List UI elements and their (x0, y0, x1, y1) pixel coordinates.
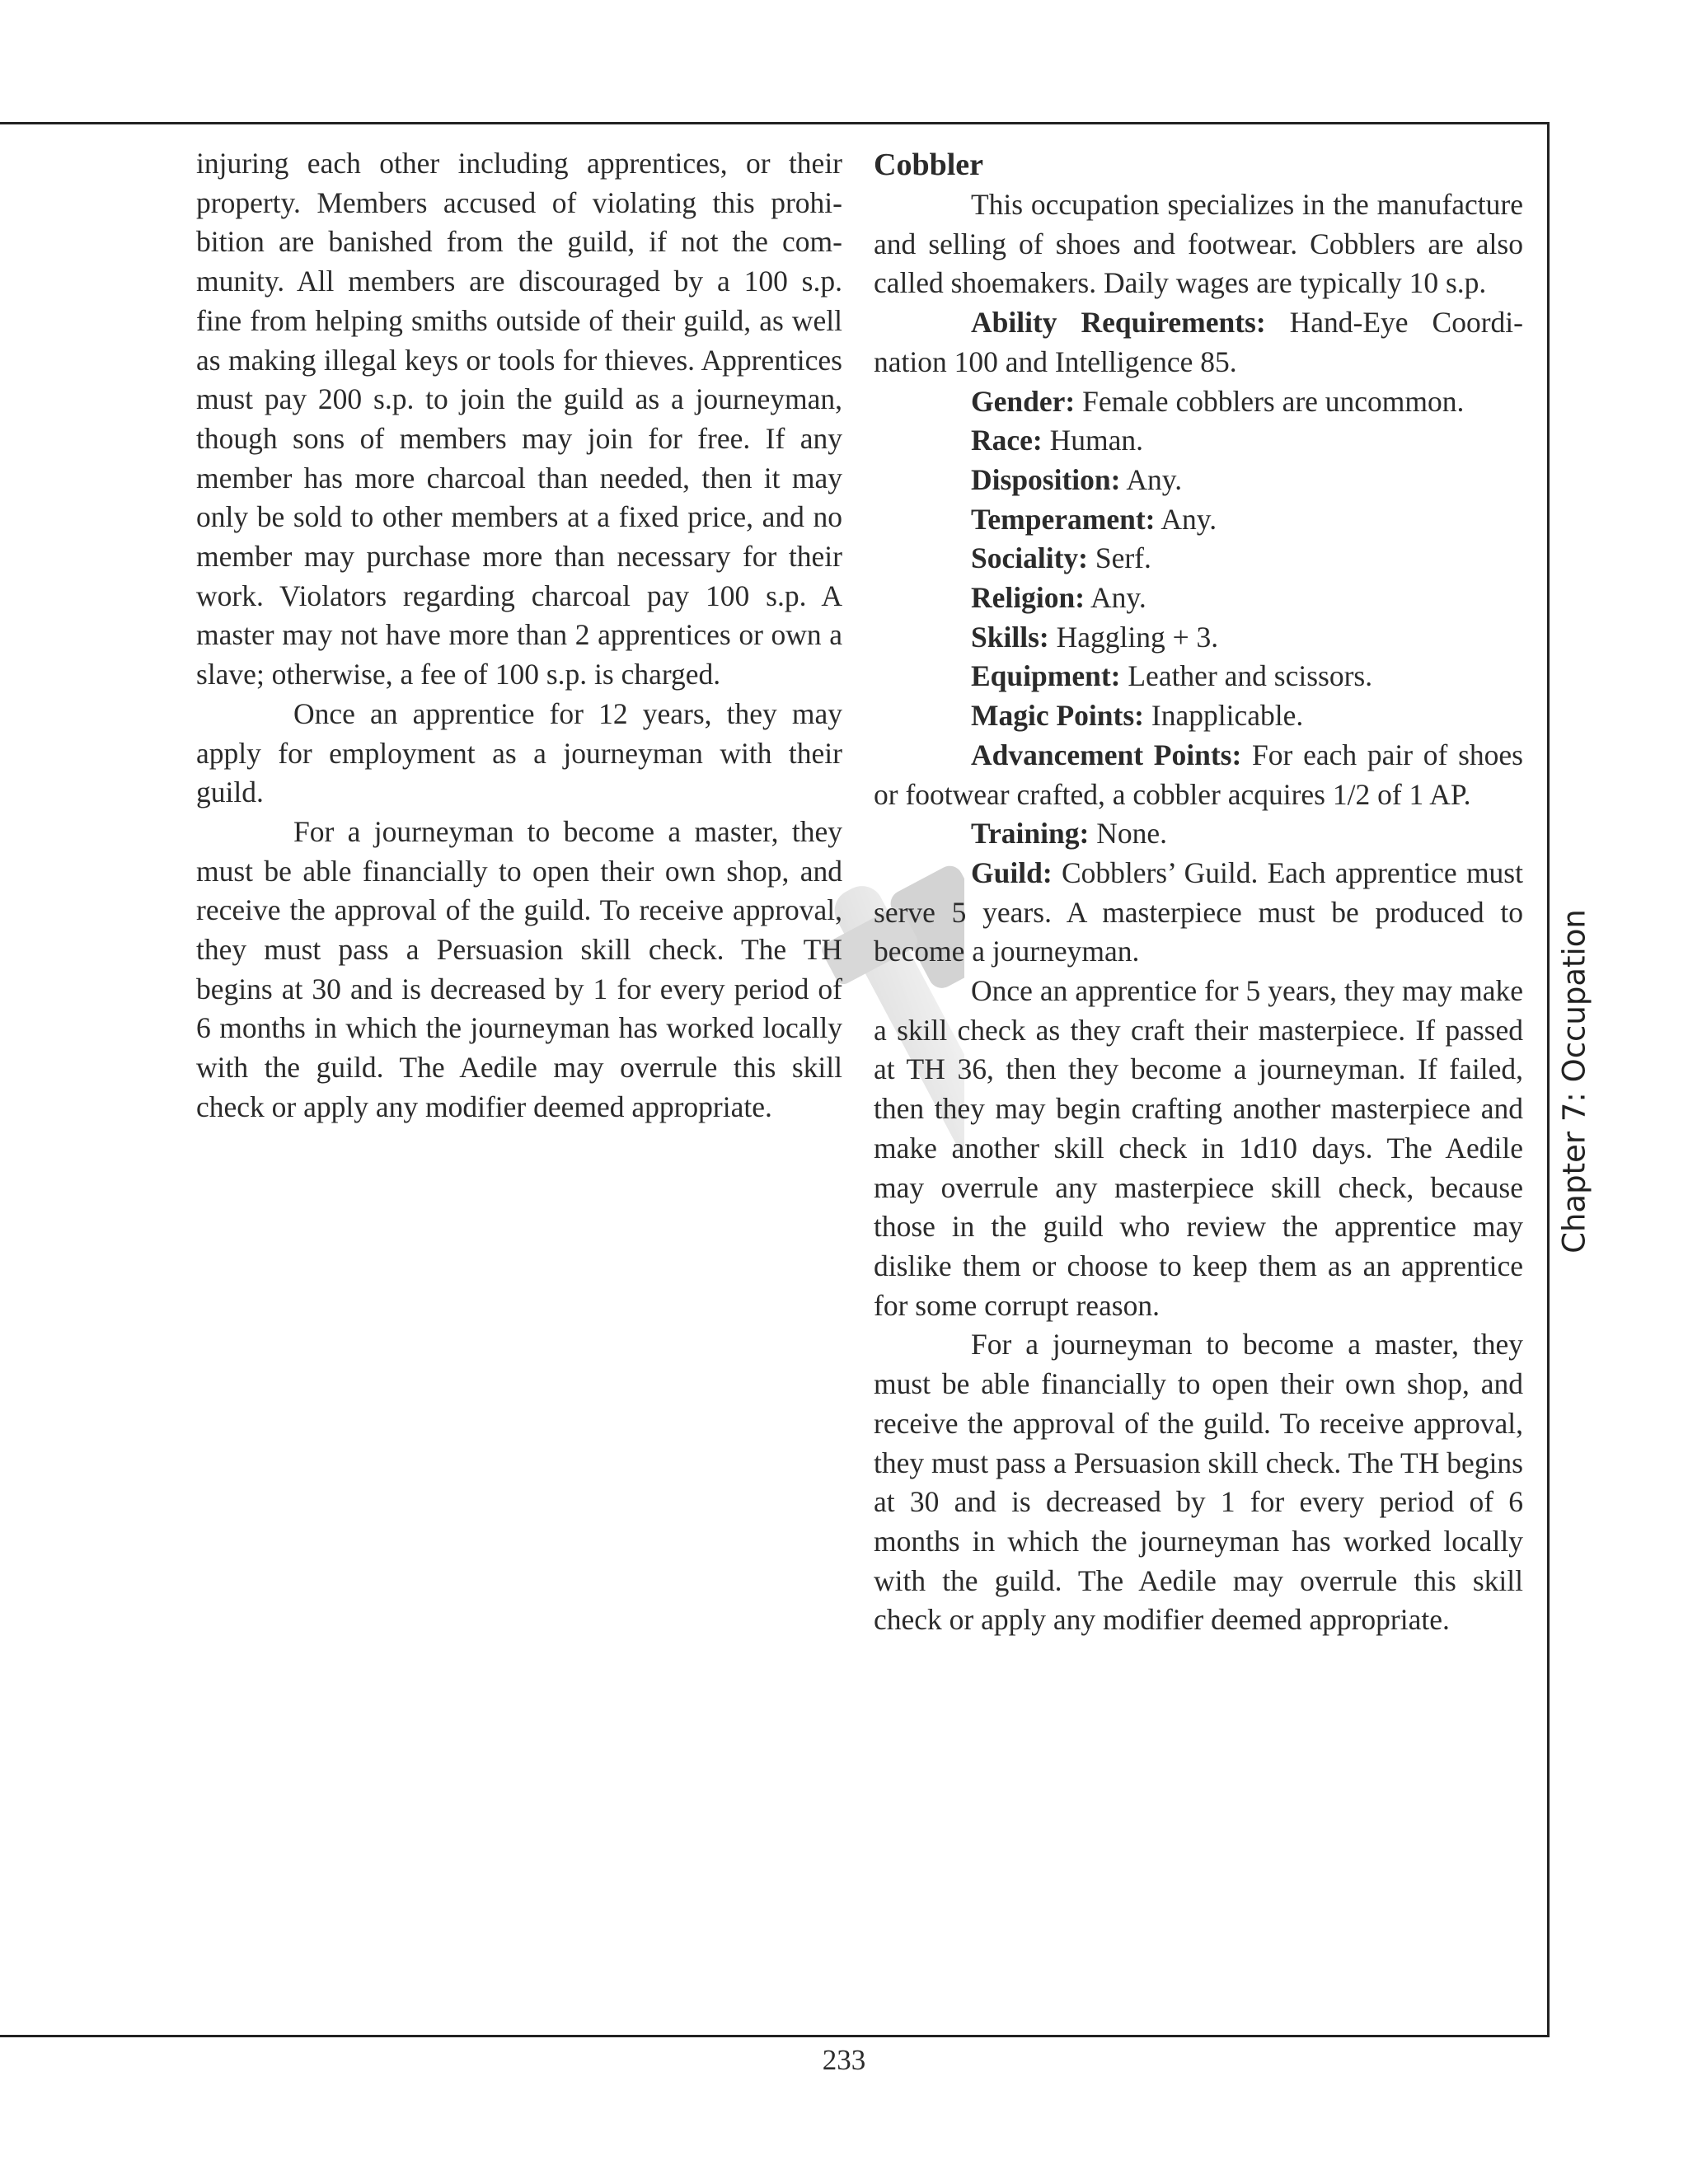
chapter-label: Chapter 7: Occupation (1556, 909, 1592, 1254)
stat-value: None. (1096, 817, 1167, 851)
stat-race (874, 421, 1523, 461)
section-title: Cobbler (874, 148, 983, 182)
paragraph-apprentice: Once an apprentice for 12 years, they may apply for employment as a journeyman with their guild. (196, 696, 842, 809)
stat-religion (874, 579, 1523, 618)
stat-guild (874, 854, 1523, 972)
stat-value: Serf. (1095, 541, 1151, 575)
stat-value: Inapplicable. (1151, 699, 1304, 733)
stat-value: Cobblers’ Guild. Each apprentice must serve 5 years. A masterpiece must be produced to become a journeyman. (874, 855, 1523, 968)
paragraph-become-master: For a journeyman to become a master, they must be able financially to open their own shop, and receive the approval of the guild. To receive approval, they must pass a Persuasion skill check. The TH begins at 30 and is decreased by 1 for every period of 6 months in which the journeyman has worked locally with the guild. The Aedile may overrule this skill check or apply any modifier deemed appropriate. (874, 1328, 1523, 1637)
page-frame-top (0, 122, 1550, 124)
stat-gender (874, 382, 1523, 422)
stat-magic-points (874, 696, 1523, 736)
stat-value: Any. (1160, 502, 1217, 536)
stat-value: Any. (1090, 581, 1146, 615)
stat-value: Hand-Eye Coordination 100 and Intelligence 85. (874, 306, 1523, 378)
paragraph-masterpiece: Once an apprentice for 5 years, they may make a skill check as they craft their masterpiece. If passed at TH 36, then they become a journeyman. If failed, then they may begin crafting another masterpiece and make another skill check in 1d10 days. The Aedile may overrule any masterpiece skill check, because those in the guild who review the apprentice may dislike them or choose to keep them as an apprentice for some corrupt reason. (874, 974, 1523, 1322)
stat-temperament (874, 500, 1523, 540)
stat-value: Human. (1049, 424, 1143, 457)
stat-label: Magic Points: (971, 699, 1145, 733)
stat-label: Disposition: (971, 462, 1121, 496)
stat-disposition (874, 461, 1523, 500)
stat-label: Ability Requirements: (971, 306, 1266, 340)
stat-value: Female cobblers are uncommon. (1082, 384, 1465, 418)
stat-value: For each pair of shoes or footwear crafted, a cobbler acquires 1/2 of 1 AP. (874, 738, 1523, 811)
stat-sociality (874, 539, 1523, 579)
page-frame-bottom (0, 2035, 1550, 2037)
stat-label: Guild: (971, 855, 1053, 889)
stat-value: Haggling + 3. (1056, 620, 1219, 654)
paragraph-master: For a journeyman to become a master, they must be able financially to open their own shop, and receive the approval of the guild. To receive approval, they must pass a Persuasion skill check. The TH begins at 30 and is decreased by 1 for every period of 6 months in which the journeyman has worked locally with the guild. The Aedile may overrule this skill check or apply any modifier deemed appropriate. (196, 814, 842, 1123)
stat-value: Any. (1126, 462, 1183, 496)
stat-label: Sociality: (971, 541, 1088, 575)
stat-equipment (874, 657, 1523, 696)
stat-label: Advancement Points: (971, 738, 1242, 771)
left-column (196, 144, 842, 1127)
stat-value: Leather and scissors. (1128, 659, 1373, 693)
stat-training (874, 814, 1523, 854)
paragraph-intro: This occupation specializes in the manufacture and selling of shoes and footwear. Cobblers are also called shoemakers. Daily wages are typically 10 s.p. (874, 188, 1523, 300)
stat-label: Race: (971, 424, 1043, 457)
stat-skills (874, 618, 1523, 658)
stat-label: Temperament: (971, 502, 1156, 536)
stat-label: Training: (971, 817, 1090, 851)
stat-ability-requirements (874, 303, 1523, 382)
stat-label: Religion: (971, 581, 1085, 615)
stat-advancement-points (874, 736, 1523, 814)
stat-label: Equipment: (971, 659, 1121, 693)
chapter-side-tab (1550, 900, 1599, 1263)
right-column (874, 144, 1523, 1640)
page-number: 233 (822, 2044, 866, 2076)
stat-label: Skills: (971, 620, 1049, 654)
paragraph-guild-rules: injuring each other including apprentices, or their property. Members accused of violating this prohibition are banished from the guild, if not the community. All members are discouraged by a 100 s.p. fine from helping smiths outside of their guild, as well as making illegal keys or tools for thieves. Apprentices must pay 200 s.p. to join the guild as a journeyman, though sons of members may join for free. If any member has more charcoal than needed, then it may only be sold to other members at a fixed price, and no member may purchase more than necessary for their work. Violators regarding charcoal pay 100 s.p. A master may not have more than 2 apprentices or own a slave; otherwise, a fee of 100 s.p. is charged. (196, 147, 842, 691)
stat-label: Gender: (971, 384, 1076, 418)
